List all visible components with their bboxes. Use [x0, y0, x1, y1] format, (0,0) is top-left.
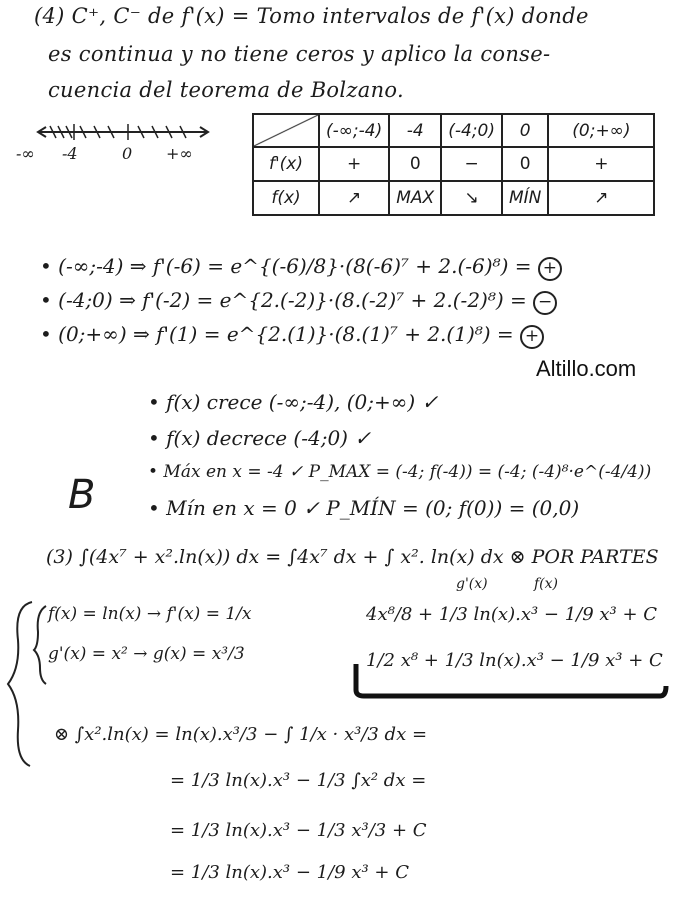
step-line: = 1/3 ln(x).x³ − 1/9 x³ + C — [170, 862, 410, 883]
table-header: 0 — [502, 114, 548, 147]
table-corner — [253, 114, 319, 147]
number-line-label: +∞ — [166, 144, 193, 163]
watermark: Altillo.com — [536, 356, 637, 381]
parts-f: f(x) = ln(x) → f'(x) = 1/x — [48, 604, 252, 624]
step-line: = 1/3 ln(x).x³ − 1/3 x³/3 + C — [170, 820, 427, 841]
grade-mark: B — [68, 472, 96, 518]
number-line-label: -4 — [62, 144, 78, 163]
parts-g: g'(x) = x² → g(x) = x³/3 — [48, 644, 245, 664]
intro-line-1: (4) C⁺, C⁻ de f'(x) = Tomo intervalos de f'(x) donde — [34, 4, 589, 28]
conclusion-line: • Mín en x = 0 ✓ P_MÍN = (0; f(0)) = (0,0) — [148, 496, 580, 520]
conclusion-line: • f(x) decrece (-4;0) ✓ — [148, 426, 372, 450]
sign-result: + — [520, 325, 544, 349]
evaluation-line: • (-4;0) ⇒ f'(-2) = e^{2.(-2)}·(8.(-2)⁷ + 2.(-2)⁸) = − — [40, 288, 557, 315]
intro-line-3: cuencia del teorema de Bolzano. — [48, 78, 404, 102]
sign-table — [252, 113, 655, 216]
table-cell: + — [319, 147, 389, 181]
sign-result: − — [533, 291, 557, 315]
row-label: f'(x) — [253, 147, 319, 181]
step-line: ⊗ ∫x².ln(x) = ln(x).x³/3 − ∫ 1/x · x³/3 dx = — [54, 724, 428, 745]
table-cell: MÍN — [502, 181, 548, 215]
number-line-label: 0 — [122, 144, 133, 163]
conclusion-line: • Máx en x = -4 ✓ P_MAX = (-4; f(-4)) = (-4; (-4)⁸·e^(-4/4)) — [148, 462, 652, 482]
evaluation-line: • (0;+∞) ⇒ f'(1) = e^{2.(1)}·(8.(1)⁷ + 2.(1)⁸) = + — [40, 322, 544, 349]
table-cell: − — [441, 147, 502, 181]
number-line-label: -∞ — [16, 144, 35, 163]
table-cell: ↘ — [441, 181, 502, 215]
exercise-3-statement: (3) ∫(4x⁷ + x².ln(x)) dx = ∫4x⁷ dx + ∫ x². ln(x) dx ⊗ POR PARTES — [46, 546, 659, 568]
conclusion-line: • f(x) crece (-∞;-4), (0;+∞) ✓ — [148, 390, 439, 414]
table-cell: ↗ — [548, 181, 654, 215]
evaluation-line: • (-∞;-4) ⇒ f'(-6) = e^{(-6)/8}·(8(-6)⁷ + 2.(-6)⁸) = + — [40, 254, 562, 281]
table-cell: 0 — [502, 147, 548, 181]
table-cell: MAX — [389, 181, 441, 215]
result-2: 1/2 x⁸ + 1/3 ln(x).x³ − 1/9 x³ + C — [366, 650, 663, 671]
step-line: = 1/3 ln(x).x³ − 1/3 ∫x² dx = — [170, 770, 427, 791]
table-cell: + — [548, 147, 654, 181]
table-row — [253, 147, 654, 181]
table-cell: ↗ — [319, 181, 389, 215]
under-label: g'(x) — [456, 576, 488, 592]
table-cell: 0 — [389, 147, 441, 181]
table-row — [253, 181, 654, 215]
table-row — [253, 114, 654, 147]
result-1: 4x⁸/8 + 1/3 ln(x).x³ − 1/9 x³ + C — [366, 604, 658, 625]
table-header: (0;+∞) — [548, 114, 654, 147]
sign-result: + — [538, 257, 562, 281]
under-label: f(x) — [534, 576, 559, 592]
row-label: f(x) — [253, 181, 319, 215]
table-header: (-4;0) — [441, 114, 502, 147]
table-header: -4 — [389, 114, 441, 147]
intro-line-2: es continua y no tiene ceros y aplico la conse- — [48, 42, 551, 66]
table-header: (-∞;-4) — [319, 114, 389, 147]
